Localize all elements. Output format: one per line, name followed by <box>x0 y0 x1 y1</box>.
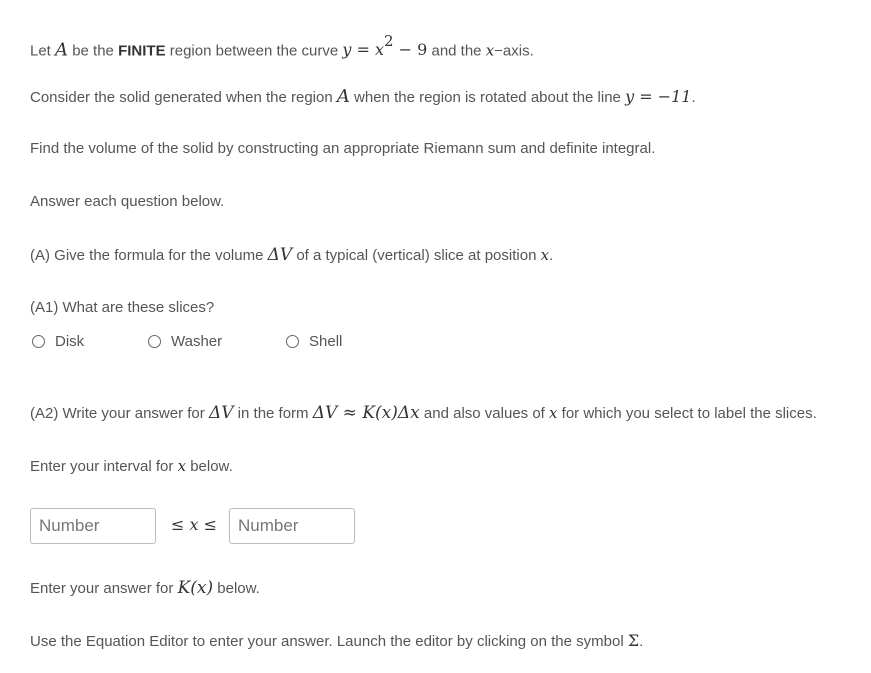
radio-button[interactable] <box>32 335 45 348</box>
instruction-text: Find the volume of the solid by constructing an appropriate Riemann sum and definite integral. <box>30 140 656 157</box>
rotation-statement <box>30 87 696 108</box>
text: Enter your answer for <box>30 580 178 597</box>
sigma-icon[interactable]: Σ <box>627 631 640 650</box>
radio-label: Disk <box>55 332 85 350</box>
math-x: x <box>177 457 187 475</box>
lower-bound-input[interactable] <box>30 508 156 544</box>
text: (A2) Write your answer for <box>30 405 209 422</box>
interval-instruction <box>30 456 233 477</box>
radio-label: Washer <box>171 332 223 350</box>
equation-lhs: y = x <box>342 40 384 60</box>
math-A: A <box>55 39 69 61</box>
text: Consider the solid generated when the region <box>30 89 337 106</box>
text: of a typical (vertical) slice at position <box>292 247 541 264</box>
math-delta-v: ΔV <box>267 245 293 265</box>
math-rotation-line: y = −11 <box>625 87 692 106</box>
radio-button[interactable] <box>286 335 299 348</box>
equation-editor-instruction <box>30 631 643 652</box>
text: below. <box>213 580 260 597</box>
radio-button[interactable] <box>148 335 161 348</box>
radio-washer[interactable] <box>148 331 222 351</box>
part-a2-question <box>30 403 817 424</box>
problem-statement-region <box>30 34 534 61</box>
text: and the <box>427 42 486 60</box>
text: in the form <box>233 405 313 422</box>
leq-x-leq-symbol: ≤ x ≤ <box>171 515 218 534</box>
upper-bound-input[interactable] <box>229 508 355 544</box>
radio-shell[interactable] <box>286 331 342 351</box>
text: (A) Give the formula for the volume <box>30 247 268 264</box>
text: be the <box>68 42 119 60</box>
text: region between the curve <box>165 42 343 60</box>
radio-disk[interactable] <box>32 331 84 351</box>
math-A: A <box>336 86 350 107</box>
text: when the region is rotated about the line <box>349 89 626 106</box>
text: Let <box>30 42 56 60</box>
radio-label: Shell <box>309 332 343 350</box>
math-curve-equation <box>342 32 428 60</box>
text: . <box>549 247 554 264</box>
math-x: x <box>549 404 558 422</box>
text: for which you select to label the slices. <box>557 405 817 422</box>
math-x: x <box>485 41 495 60</box>
math-x: x <box>540 246 550 264</box>
text: . <box>691 89 696 106</box>
math-delta-v: ΔV <box>208 403 234 423</box>
equation-rhs: − 9 <box>393 40 428 60</box>
answer-each-text: Answer each question below. <box>30 193 225 210</box>
part-a1-question: (A1) What are these slices? <box>30 299 215 316</box>
math-form-expression: ΔV ≈ K(x)Δx <box>312 403 420 423</box>
text: −axis. <box>494 42 534 60</box>
text: and also values of <box>419 405 550 422</box>
text: below. <box>186 458 233 475</box>
part-a-question <box>30 245 553 266</box>
text: . <box>639 633 644 650</box>
text: Enter your interval for <box>30 458 178 475</box>
finite-bold: FINITE <box>118 42 166 60</box>
math-k-of-x: K(x) <box>177 578 214 598</box>
exponent: 2 <box>384 32 394 50</box>
text: Use the Equation Editor to enter your answer. Launch the editor by clicking on the symbol <box>30 633 628 650</box>
k-answer-instruction <box>30 578 260 599</box>
